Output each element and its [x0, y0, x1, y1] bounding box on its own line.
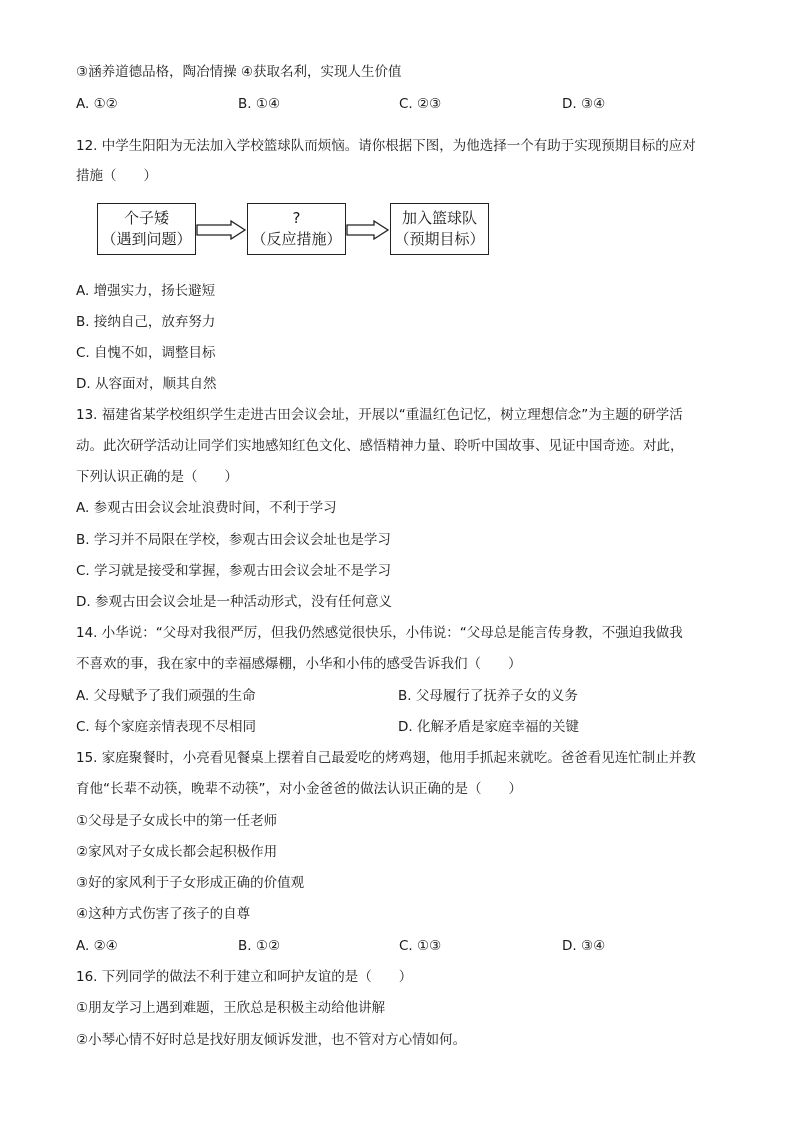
- right-arrow-icon: [196, 220, 247, 240]
- q13-stem-line3: 下列认识正确的是（ ）: [76, 469, 238, 485]
- q15-stem-line1: 15. 家庭聚餐时，小亮看见餐桌上摆着自己最爱吃的烤鸡翅，他用手抓起来就吃。爸爸看见连忙制止并教: [76, 750, 696, 766]
- q13-stem-line1: 13. 福建省某学校组织学生走进古田会议会址，开展以“重温红色记忆，树立理想信念”为主题的研学活: [76, 407, 683, 423]
- q11-options: [76, 94, 636, 114]
- q14-option-c[interactable]: C. 每个家庭亲情表现不尽相同: [76, 719, 257, 735]
- q12-option-d[interactable]: D. 从容面对，顺其自然: [76, 376, 217, 392]
- flow-box-problem-title: 个子矮: [123, 209, 169, 227]
- flow-box-problem-caption: （遇到问题）: [101, 230, 192, 248]
- q12-stem-line2: 措施（ ）: [76, 168, 157, 184]
- q15-statement-3: ③好的家风利于子女形成正确的价值观: [76, 875, 305, 891]
- q15-option-d[interactable]: D. ③④: [562, 938, 606, 954]
- q13-option-a[interactable]: A. 参观古田会议会址浪费时间，不利于学习: [76, 500, 337, 516]
- q14-option-d[interactable]: D. 化解矛盾是家庭幸福的关键: [398, 719, 579, 735]
- q15-option-c[interactable]: C. ①③: [399, 938, 442, 954]
- q14-options-row1: [76, 686, 676, 706]
- flow-box-goal-title: 加入篮球队: [401, 209, 477, 227]
- right-arrow-icon: [346, 220, 390, 240]
- q15-stem-line2: 育他“长辈不动筷，晚辈不动筷”，对小金爸爸的做法认识正确的是（ ）: [76, 781, 522, 797]
- q13-option-b[interactable]: B. 学习并不局限在学校，参观古田会议会址也是学习: [76, 532, 391, 548]
- q15-option-b[interactable]: B. ①②: [238, 938, 281, 954]
- flow-box-goal: [390, 203, 489, 255]
- q14-option-b[interactable]: B. 父母履行了抚养子女的义务: [398, 688, 578, 704]
- q11-option-d[interactable]: D. ③④: [562, 96, 606, 112]
- q14-stem-line1: 14. 小华说：“父母对我很严厉，但我仍然感觉很快乐，小伟说：“父母总是能言传身教，不强迫我做我: [76, 625, 683, 641]
- q15-option-a[interactable]: A. ②④: [76, 938, 118, 954]
- q14-stem-line2: 不喜欢的事，我在家中的幸福感爆棚，小华和小伟的感受告诉我们（ ）: [76, 656, 522, 672]
- q15-statement-4: ④这种方式伤害了孩子的自尊: [76, 906, 251, 922]
- flow-box-measure-title: ?: [292, 209, 301, 227]
- q14-option-a[interactable]: A. 父母赋予了我们顽强的生命: [76, 688, 256, 704]
- q15-options: [76, 936, 636, 956]
- q15-statement-2: ②家风对子女成长都会起积极作用: [76, 844, 278, 860]
- q12-option-a[interactable]: A. 增强实力，扬长避短: [76, 283, 216, 299]
- q12-flow-diagram: [97, 203, 489, 257]
- q16-statement-2: ②小琴心情不好时总是找好朋友倾诉发泄，也不管对方心情如何。: [76, 1032, 467, 1048]
- q11-option-b[interactable]: B. ①④: [238, 96, 281, 112]
- q16-stem: 16. 下列同学的做法不利于建立和呵护友谊的是（ ）: [76, 969, 413, 985]
- q16-statement-1: ①朋友学习上遇到难题，王欣总是积极主动给他讲解: [76, 1000, 386, 1016]
- q11-statement-continuation: ③涵养道德品格，陶冶情操 ④获取名利，实现人生价值: [76, 64, 402, 80]
- flow-box-problem: [97, 203, 196, 255]
- q13-stem-line2: 动。此次研学活动让同学们实地感知红色文化、感悟精神力量、聆听中国故事、见证中国奇迹。对此，: [76, 438, 684, 454]
- q12-option-c[interactable]: C. 自愧不如，调整目标: [76, 345, 216, 361]
- q13-option-c[interactable]: C. 学习就是接受和掌握，参观古田会议会址不是学习: [76, 563, 392, 579]
- flow-box-goal-caption: （预期目标）: [394, 230, 485, 248]
- q14-options-row2: [76, 717, 676, 737]
- flow-box-measure: [247, 203, 346, 255]
- q12-stem-line1: 12. 中学生阳阳为无法加入学校篮球队而烦恼。请你根据下图，为他选择一个有助于实现预期目标的应对: [76, 138, 696, 154]
- q15-statement-1: ①父母是子女成长中的第一任老师: [76, 813, 278, 829]
- q12-option-b[interactable]: B. 接纳自己，放弃努力: [76, 314, 216, 330]
- q13-option-d[interactable]: D. 参观古田会议会址是一种活动形式，没有任何意义: [76, 594, 392, 610]
- q11-option-a[interactable]: A. ①②: [76, 96, 118, 112]
- q11-option-c[interactable]: C. ②③: [399, 96, 442, 112]
- flow-box-measure-caption: （反应措施）: [251, 230, 342, 248]
